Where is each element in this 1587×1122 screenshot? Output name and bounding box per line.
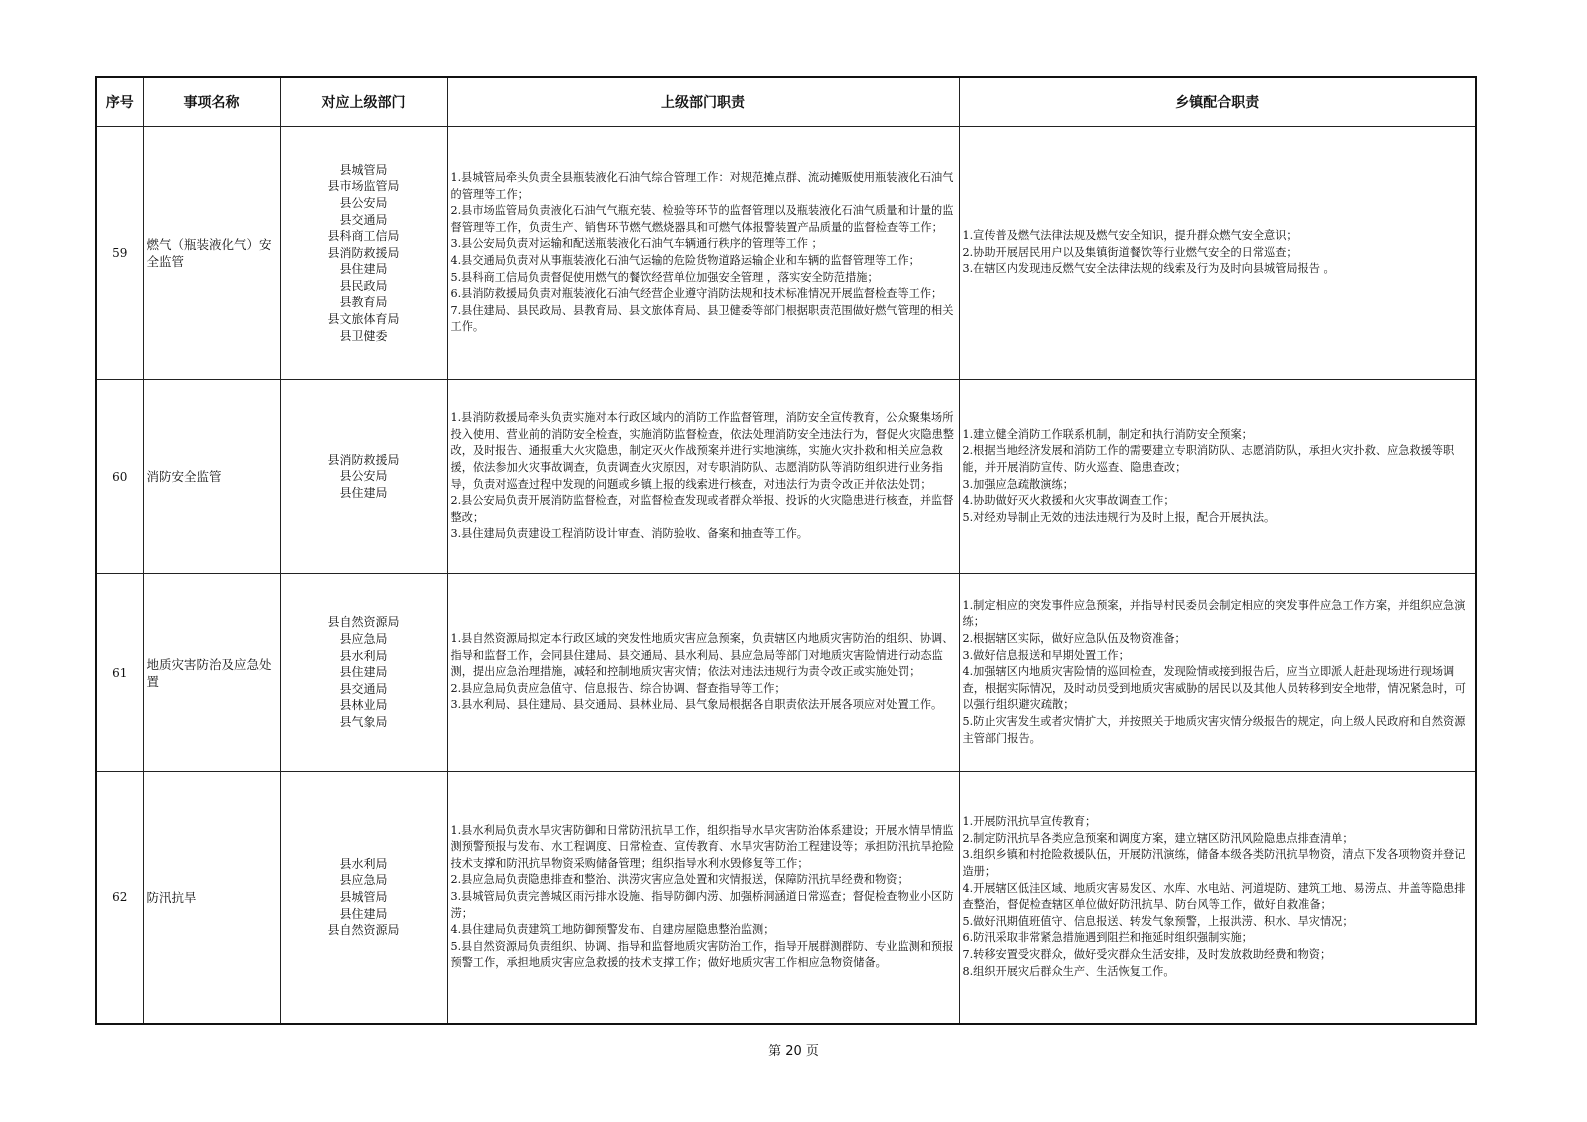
row-item-name: 地质灾害防治及应急处置: [143, 574, 280, 772]
dept-name: 县文旅体育局: [327, 312, 400, 327]
header-serial: 序号: [96, 77, 143, 127]
town-duty-item: 1.宣传普及燃气法律法规及燃气安全知识，提升群众燃气安全意识；: [962, 229, 1298, 243]
row-serial: 62: [96, 772, 143, 1024]
duty-item: 1.县水利局负责水旱灾害防御和日常防汛抗旱工作，组织指导水旱灾害防治体系建设；开展水情旱情监测预警预报与发布、水工程调度、日常检查、宣传教育、水旱灾害防治工程建设等；承担防汛抗旱抢险技术支撑和防汛抗旱物资采购储备管理；组织指导水利水毁修复等工作；: [450, 823, 954, 870]
town-duty-item: 2.根据辖区实际，做好应急队伍及物资准备；: [962, 632, 1186, 646]
dept-name: 县公安局: [339, 195, 388, 210]
dept-name: 县卫健委: [339, 328, 388, 343]
duty-item: 6.县消防救援局负责对瓶装液化石油气经营企业遵守消防法规和技术标准情况开展监督检查等工作；: [450, 287, 943, 301]
duty-item: 3.县水利局、县住建局、县交通局、县林业局、县气象局根据各自职责依法开展各项应对处置工作。: [450, 698, 943, 712]
dept-name: 县自然资源局: [327, 615, 400, 630]
row-serial: 61: [96, 574, 143, 772]
town-duty-item: 1.建立健全消防工作联系机制，制定和执行消防安全预案；: [962, 427, 1253, 441]
header-upper-dept: 对应上级部门: [280, 77, 447, 127]
duty-item: 5.县自然资源局负责组织、协调、指导和监督地质灾害防治工作，指导开展群测群防、专业监测和预报预警工作，承担地质灾害应急救援的技术支撑工作；做好地质灾害工作相应急物资储备。: [450, 939, 954, 970]
duty-item: 2.县市场监管局负责液化石油气气瓶充装、检验等环节的监督管理以及瓶装液化石油气质量和计量的监督管理等工作，负责生产、销售环节燃气燃烧器具和可燃气体报警装置产品质量的监督检查等工作；: [450, 204, 954, 234]
dept-name: 县住建局: [339, 906, 388, 921]
row-upper-duties: [447, 127, 959, 380]
duty-item: 1.县城管局牵头负责全县瓶装液化石油气综合管理工作：对规范摊点群、流动摊贩使用瓶装液化石油气的管理等工作；: [450, 171, 954, 201]
row-serial: 60: [96, 380, 143, 574]
town-duty-item: 3.组织乡镇和村抢险救援队伍，开展防汛演练，储备本级各类防汛抗旱物资，清点下发各项物资并登记造册；: [962, 848, 1466, 879]
town-duty-item: 5.对经劝导制止无效的违法违规行为及时上报，配合开展执法。: [962, 510, 1276, 524]
town-duty-item: 3.加强应急疏散演练；: [962, 477, 1074, 491]
dept-name: 县城管局: [339, 889, 388, 904]
row-town-duties: [959, 772, 1476, 1024]
row-upper-depts: [280, 574, 447, 772]
dept-name: 县住建局: [339, 485, 388, 500]
town-duty-item: 5.防止灾害发生或者灾情扩大，并按照关于地质灾害灾情分级报告的规定，向上级人民政府和自然资源主管部门报告。: [962, 714, 1466, 745]
row-upper-duties: [447, 772, 959, 1024]
duty-item: 5.县科商工信局负责督促使用燃气的餐饮经营单位加强安全管理 ，落实安全防范措施；: [450, 270, 879, 284]
row-town-duties: [959, 380, 1476, 574]
row-item-name: 消防安全监管: [143, 380, 280, 574]
dept-name: 县水利局: [339, 856, 388, 871]
town-duty-item: 1.开展防汛抗旱宣传教育；: [962, 815, 1097, 829]
dept-name: 县消防救援局: [327, 452, 400, 467]
duty-item: 3.县公安局负责对运输和配送瓶装液化石油气车辆通行秩序的管理等工作 ；: [450, 237, 823, 251]
duty-item: 4.县住建局负责建筑工地防御预警发布、自建房屋隐患整治监测；: [450, 923, 775, 937]
town-duty-item: 2.根据当地经济发展和消防工作的需要建立专职消防队、志愿消防队，承担火灾扑救、应急救援等职能，并开展消防宣传、防火巡查、隐患查改；: [962, 444, 1455, 474]
town-duty-item: 7.转移安置受灾群众，做好受灾群众生活安排，及时发放救助经费和物资；: [962, 948, 1332, 962]
town-duty-item: 8.组织开展灾后群众生产、生活恢复工作。: [962, 964, 1175, 978]
dept-name: 县交通局: [339, 681, 388, 696]
dept-name: 县消防救援局: [327, 245, 400, 260]
dept-name: 县市场监管局: [327, 179, 400, 194]
town-duty-item: 2.协助开展居民用户以及集镇街道餐饮等行业燃气安全的日常巡查；: [962, 245, 1298, 259]
town-duty-item: 1.制定相应的突发事件应急预案，并指导村民委员会制定相应的突发事件应急工作方案，并组织应急演练；: [962, 598, 1466, 629]
row-town-duties: [959, 127, 1476, 380]
duty-item: 3.县住建局负责建设工程消防设计审查、消防验收、备案和抽查等工作。: [450, 527, 808, 541]
duty-item: 3.县城管局负责完善城区雨污排水设施、指导防御内涝、加强桥洞涵道日常巡查；督促检查物业小区防涝；: [450, 889, 954, 920]
row-item-name: 燃气（瓶装液化气）安全监管: [143, 127, 280, 380]
row-upper-duties: [447, 574, 959, 772]
table-row: [96, 772, 1476, 1024]
duty-item: 2.县应急局负责隐患排查和整治、洪涝灾害应急处置和灾情报送，保障防汛抗旱经费和物资；: [450, 873, 909, 887]
table-row: [96, 127, 1476, 380]
table-row: [96, 574, 1476, 772]
duty-item: 1.县消防救援局牵头负责实施对本行政区域内的消防工作监督管理，消防安全宣传教育，公众聚集场所投入使用、营业前的消防安全检查，实施消防监督检查，依法处理消防安全违法行为，督促火灾隐患整改，及时报告、通报重大火灾隐患，制定灭火作战预案并进行实地演练，实施火灾扑救和相关应急救援，依法参加火灾事故调查，负责调查火灾原因，对专职消防队、志愿消防队等消防组织进行业务指导，负责对巡查过程中发现的问题或乡镇上报的线索进行核查，对违法行为责令改正并依法处罚；: [450, 411, 954, 491]
dept-name: 县住建局: [339, 262, 388, 277]
dept-name: 县气象局: [339, 714, 388, 729]
dept-name: 县应急局: [339, 632, 388, 647]
town-duty-item: 3.在辖区内发现违反燃气安全法律法规的线索及行为及时向县城管局报告 。: [962, 262, 1335, 276]
dept-name: 县林业局: [339, 698, 388, 713]
dept-name: 县教育局: [339, 295, 388, 310]
duty-item: 2.县公安局负责开展消防监督检查，对监督检查发现或者群众举报、投诉的火灾隐患进行核查，并监督整改；: [450, 494, 954, 524]
town-duty-item: 4.加强辖区内地质灾害险情的巡回检查，发现险情或接到报告后，应当立即派人赶赴现场进行现场调查，根据实际情况，及时动员受到地质灾害威胁的居民以及其他人员转移到安全地带，情况紧急时，可以强行组织避灾疏散；: [962, 665, 1466, 712]
duty-item: 1.县自然资源局拟定本行政区域的突发性地质灾害应急预案，负责辖区内地质灾害防治的组织、协调、指导和监督工作，会同县住建局、县交通局、县水利局、县应急局等部门对地质灾害险情进行动态监测，提出应急治理措施，减轻和控制地质灾害灾情；依法对违法违规行为责令改正或实施处罚；: [450, 632, 954, 679]
town-duty-item: 3.做好信息报送和早期处置工作；: [962, 648, 1130, 662]
page-number: 第 20 页: [768, 1044, 819, 1059]
row-item-name: 防汛抗旱: [143, 772, 280, 1024]
town-duty-item: 4.协助做好灭火救援和火灾事故调查工作；: [962, 494, 1175, 508]
row-upper-depts: [280, 380, 447, 574]
dept-name: 县科商工信局: [327, 229, 400, 244]
row-upper-depts: [280, 127, 447, 380]
town-duty-item: 4.开展辖区低洼区域、地质灾害易发区、水库、水电站、河道堤防、建筑工地、易涝点、井盖等隐患排查整治，督促检查辖区单位做好防汛抗旱、防台风等工作，做好自救准备；: [962, 881, 1466, 912]
town-duty-item: 5.做好汛期值班值守、信息报送、转发气象预警，上报洪涝、积水、旱灾情况；: [962, 914, 1354, 928]
duties-table: [95, 76, 1477, 1025]
dept-name: 县民政局: [339, 278, 388, 293]
dept-name: 县公安局: [339, 469, 388, 484]
town-duty-item: 6.防汛采取非常紧急措施遇到阻拦和拖延时组织强制实施；: [962, 931, 1253, 945]
row-upper-depts: [280, 772, 447, 1024]
header-upper-duties: 上级部门职责: [447, 77, 959, 127]
header-item-name: 事项名称: [143, 77, 280, 127]
duty-item: 4.县交通局负责对从事瓶装液化石油气运输的危险货物道路运输企业和车辆的监督管理等工作；: [450, 254, 920, 267]
row-town-duties: [959, 574, 1476, 772]
dept-name: 县住建局: [339, 665, 388, 680]
town-duty-item: 2.制定防汛抗旱各类应急预案和调度方案，建立辖区防汛风险隐患点排查清单；: [962, 831, 1354, 845]
dept-name: 县交通局: [339, 212, 388, 227]
dept-name: 县水利局: [339, 648, 388, 663]
dept-name: 县应急局: [339, 873, 388, 888]
duty-item: 2.县应急局负责应急值守、信息报告、综合协调、督查指导等工作；: [450, 681, 786, 695]
row-upper-duties: [447, 380, 959, 574]
row-serial: 59: [96, 127, 143, 380]
header-town-duties: 乡镇配合职责: [959, 77, 1476, 127]
duty-item: 7.县住建局、县民政局、县教育局、县文旅体育局、县卫健委等部门根据职责范围做好燃气管理的相关工作。: [450, 303, 954, 334]
dept-name: 县城管局: [339, 162, 388, 177]
table-row: [96, 380, 1476, 574]
dept-name: 县自然资源局: [327, 923, 400, 938]
table-header-row: [96, 77, 1476, 127]
